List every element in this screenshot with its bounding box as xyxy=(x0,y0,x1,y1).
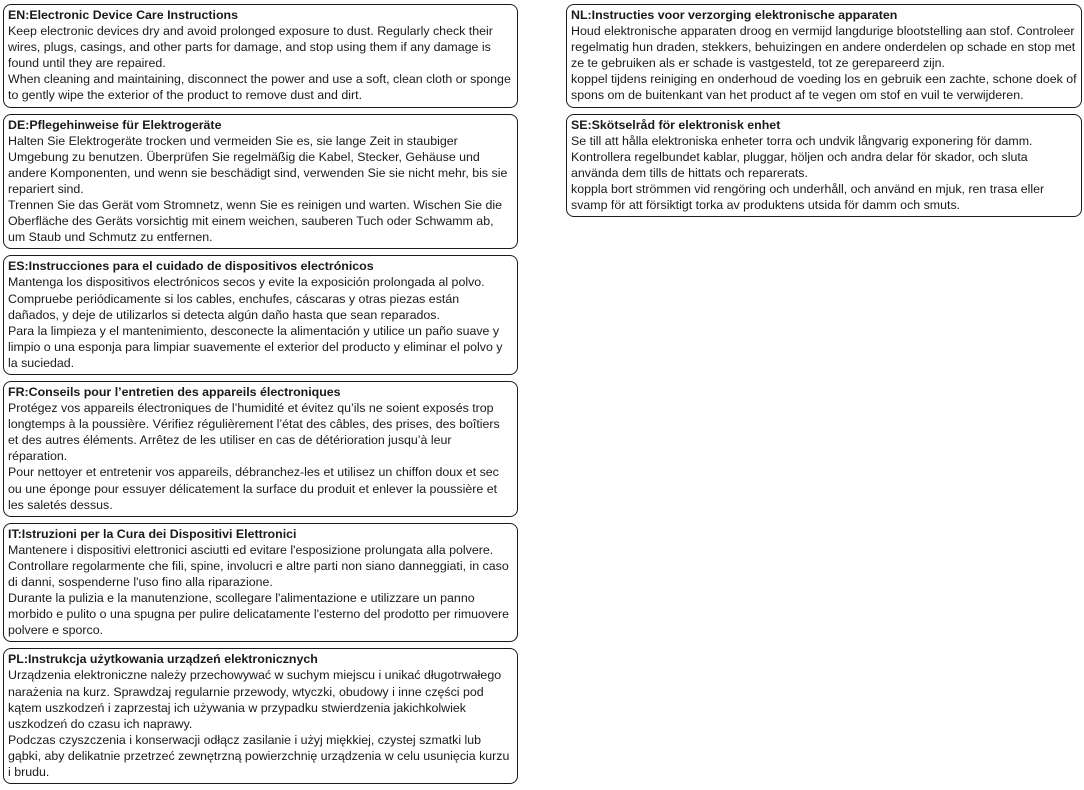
section-paragraph: Durante la pulizia e la manutenzione, scollegare l'alimentazione e utilizzare un panno morbido e pulito o una spugna per pulire delicatamente l'esterno del prodotto per rimuovere polvere e sporco. xyxy=(8,591,510,638)
section-de xyxy=(3,114,518,250)
section-fr xyxy=(3,381,518,517)
section-title: PL:Instrukcja użytkowania urządzeń elektronicznych xyxy=(8,652,318,667)
section-paragraph: Houd elektronische apparaten droog en vermijd langdurige blootstelling aan stof. Controleer regelmatig hun draden, stekkers, behuizingen en andere onderdelen op schade en stop met ze te gebruiken als er schade is vastgesteld, tot ze gerepareerd zijn. xyxy=(571,24,1076,71)
section-en xyxy=(3,4,518,108)
section-it xyxy=(3,523,518,643)
section-paragraph: Se till att hålla elektroniska enheter torra och undvik långvarig exponering för damm. Kontrollera regelbundet kablar, pluggar, höljen och andra delar för skador, och sluta använda dem tills de hittats och reparerats. xyxy=(571,133,1033,180)
section-paragraph: koppel tijdens reiniging en onderhoud de voeding los en gebruik een zachte, schone doek of spons om de buitenkant van het product af te vegen om stof en vuil te verwijderen. xyxy=(571,72,1077,103)
section-title: EN:Electronic Device Care Instructions xyxy=(8,8,238,22)
section-title: DE:Pflegehinweise für Elektrogeräte xyxy=(8,117,222,132)
section-title: IT:Istruzioni per la Cura dei Dispositivi Elettronici xyxy=(8,526,297,541)
section-paragraph: koppla bort strömmen vid rengöring och underhåll, och använd en mjuk, ren trasa eller svamp för att försiktigt torka av produktens utsida för damm och smuts. xyxy=(571,181,1045,213)
section-title: FR:Conseils pour l’entretien des appareils électroniques xyxy=(8,384,341,399)
left-column xyxy=(3,4,518,790)
section-paragraph: Halten Sie Elektrogeräte trocken und vermeiden Sie es, sie lange Zeit in staubiger Umgebung zu benutzen. Überprüfen Sie regelmäßig die Kabel, Stecker, Gehäuse und andere Komponenten, und wenn sie beschädigt sind, verwenden Sie sie nicht mehr, bis sie repariert sind. xyxy=(8,133,508,196)
section-nl xyxy=(566,4,1082,108)
section-paragraph: Para la limpieza y el mantenimiento, desconecte la alimentación y utilice un paño suave y limpio o una esponja para limpiar suavemente el exterior del producto y eliminar el polvo y la suciedad. xyxy=(8,323,503,370)
section-paragraph: Protégez vos appareils électroniques de l’humidité et évitez qu’ils ne soient exposés trop longtemps à la poussière. Vérifiez régulièrement l’état des câbles, des prises, des boîtiers et des autres éléments. Arrêtez de les utiliser en cas de détérioration jusqu’à leur réparation. xyxy=(8,401,500,464)
section-paragraph: Mantenga los dispositivos electrónicos secos y evite la exposición prolongada al polvo. Compruebe periódicamente si los cables, enchufes, cáscaras y otras piezas están dañados, y deje de utilizarlos si detecta algún daño hasta que sean reparados. xyxy=(8,275,485,322)
section-paragraph: Urządzenia elektroniczne należy przechowywać w suchym miejscu i unikać długotrwałego narażenia na kurz. Sprawdzaj regularnie przewody, wtyczki, obudowy i inne części pod kątem uszkodzeń i zaprzestaj ich używania w przypadku stwierdzenia jakichkolwiek uszkodzeń do czasu ich naprawy. xyxy=(8,668,502,731)
section-paragraph: Trennen Sie das Gerät vom Stromnetz, wenn Sie es reinigen und warten. Wischen Sie die Oberfläche des Geräts vorsichtig mit einem weichen, sauberen Tuch oder Schwamm ab, um Staub und Schmutz zu entfernen. xyxy=(8,198,503,245)
section-se xyxy=(566,114,1082,218)
section-title: NL:Instructies voor verzorging elektronische apparaten xyxy=(571,8,898,22)
section-paragraph: When cleaning and maintaining, disconnect the power and use a soft, clean cloth or sponge to gently wipe the exterior of the product to remove dust and dirt. xyxy=(8,72,511,103)
section-pl xyxy=(3,648,518,784)
right-column xyxy=(566,4,1082,223)
section-es xyxy=(3,255,518,375)
section-paragraph: Mantenere i dispositivi elettronici asciutti ed evitare l'esposizione prolungata alla polvere. Controllare regolarmente che fili, spine, involucri e altre parti non siano danneggiati, in caso di danni, sospenderne l'uso fino alla riparazione. xyxy=(8,542,509,589)
section-paragraph: Pour nettoyer et entretenir vos appareils, débranchez-les et utilisez un chiffon doux et sec ou une éponge pour essuyer délicatement la surface du produit et enlever la poussière et les saletés dessus. xyxy=(8,465,499,512)
section-title: SE:Skötselråd för elektronisk enhet xyxy=(571,117,781,132)
section-paragraph: Podczas czyszczenia i konserwacji odłącz zasilanie i użyj miękkiej, czystej szmatki lub gąbki, aby delikatnie przetrzeć zewnętrzną powierzchnię urządzenia w celu usunięcia kurzu i brudu. xyxy=(8,732,510,780)
section-paragraph: Keep electronic devices dry and avoid prolonged exposure to dust. Regularly check their wires, plugs, casings, and other parts for damage, and stop using them if any damage is found until they are repaired. xyxy=(8,24,493,71)
section-title: ES:Instrucciones para el cuidado de dispositivos electrónicos xyxy=(8,259,374,274)
